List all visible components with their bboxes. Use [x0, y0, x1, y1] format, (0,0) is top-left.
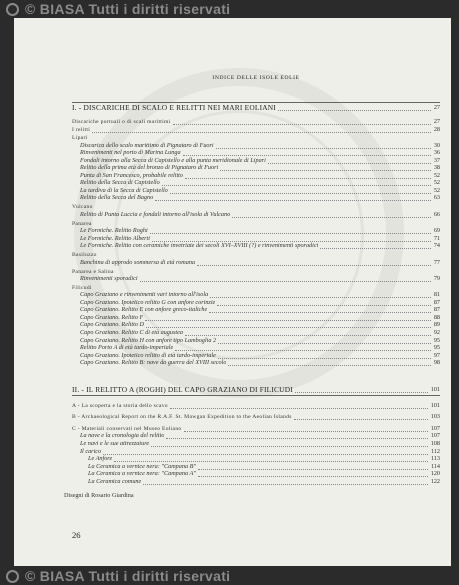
toc-entry-title: Capo Graziano. Ipotetico relitto G con anfore corinzie: [80, 299, 216, 306]
copyright-icon: [6, 3, 19, 16]
leader-dots: [151, 446, 428, 447]
toc-entry-title: Vulcano: [72, 204, 93, 210]
toc-entry-page: 88: [433, 314, 440, 321]
leader-dots: [146, 327, 431, 328]
toc-entry-page: 52: [433, 172, 440, 179]
toc-entry: [72, 470, 440, 478]
toc-entry-title: I relitti: [72, 127, 91, 133]
toc-entry-title: Discariche portuali o di scali marittimi: [72, 119, 171, 125]
toc-entry-title: Rinvenimenti sporadici: [80, 275, 138, 282]
toc-entry-page: 79: [433, 275, 440, 282]
toc-entry-title: Il carico: [80, 448, 102, 455]
toc-entry: [72, 413, 440, 421]
toc-entry-page: 112: [430, 448, 440, 455]
toc-entry: [72, 251, 440, 259]
toc-entry-title: La Ceramica a vernice nera: "Campana B": [88, 463, 196, 470]
leader-dots: [170, 408, 428, 409]
toc-entry-title: Le Anfore: [88, 455, 113, 462]
toc-entry-page: 107: [430, 425, 440, 432]
toc-entry-page: 101: [430, 386, 440, 393]
toc-entry-title: La Ceramica comune: [88, 478, 142, 485]
toc-entry-page: 101: [430, 402, 440, 409]
toc-entry-title: Capo Graziano. Relitto B: nave da guerra del XVIII secolo: [80, 359, 227, 366]
section-rule: [72, 102, 440, 103]
toc-entry-title: Capo Graziano e rinvenimenti vari intorno all'isola: [80, 291, 209, 298]
toc-entry-page: 92: [433, 329, 440, 336]
toc-entry-page: 87: [433, 306, 440, 313]
toc-entry: [72, 275, 440, 283]
toc-entry-title: La tardiva di la Secca di Capistello: [80, 187, 168, 194]
toc-entry: [72, 227, 440, 235]
toc-entry-page: 87: [433, 299, 440, 306]
toc-entry-page: 77: [433, 259, 440, 266]
toc-entry-page: 27: [433, 118, 440, 125]
toc-entry-page: 95: [433, 344, 440, 351]
toc-entry-page: 52: [433, 187, 440, 194]
toc-entry: [64, 492, 440, 500]
toc-entry-title: B - Archaeological Report on the R.A.F. St. Mawgan Expedition to the Aeolian Islands: [72, 414, 292, 420]
document-page: [14, 18, 451, 566]
leader-dots: [295, 392, 428, 393]
toc-entry: [72, 149, 440, 157]
toc-entry-page: 108: [430, 440, 440, 447]
page-title: INDICE DELLE ISOLE EOLIE: [212, 75, 300, 81]
leader-dots: [198, 476, 428, 477]
toc-entry: [72, 203, 440, 211]
toc-entry: [72, 386, 440, 394]
toc-entry-page: 98: [433, 359, 440, 366]
toc-entry-title: Relitto Porto A di età tardo-imperiale: [80, 344, 174, 351]
toc-entry: [72, 126, 440, 134]
toc-entry-title: C - Materiali conservati nel Museo Eoliano: [72, 426, 182, 432]
toc-entry: [72, 455, 440, 463]
toc-entry-title: Le navi e le sue attrezzature: [80, 440, 150, 447]
toc-entry: [72, 194, 440, 202]
toc-entry: [72, 432, 440, 440]
toc-entry-page: 28: [433, 126, 440, 133]
section-rule: [72, 395, 440, 396]
toc-entry-title: Fondali intorno alla Secca di Capistello e alla punta meridionale di Lipari: [80, 157, 266, 164]
toc-entry-page: 27: [433, 104, 440, 111]
toc-entry-title: Punta di San Francesco, probabile relitto: [80, 172, 183, 179]
leader-dots: [183, 155, 431, 156]
leader-dots: [114, 461, 428, 462]
toc-entry-title: Le Formiche. Relitto con ceramiche invetriate dei secoli XVI–XVIII (?) e rinvenimenti sporadici: [80, 242, 319, 249]
toc-entry-page: 66: [433, 211, 440, 218]
toc-entry: [72, 104, 440, 112]
toc-entry-page: 37: [433, 157, 440, 164]
toc-entry-title: Capo Graziano. Relitto D: [80, 321, 144, 328]
toc-entry-title: Le Formiche. Relitto Alberti: [80, 235, 150, 242]
toc-entry: [72, 329, 440, 337]
toc-entry-title: Capo Graziano. Relitto H con anfore tipo Lamboglia 2: [80, 337, 217, 344]
page-number: 26: [72, 530, 81, 540]
copyright-icon: [6, 570, 19, 583]
toc-entry-title: Le Formiche. Relitto Roghi: [80, 227, 148, 234]
toc-entry: [72, 402, 440, 410]
toc-entry-page: 71: [433, 235, 440, 242]
leader-dots: [232, 217, 431, 218]
leader-dots: [185, 335, 431, 336]
toc-entry-title: Filicudi: [72, 285, 92, 291]
leader-dots: [210, 297, 431, 298]
leader-dots: [155, 200, 431, 201]
toc-entry-title: A - La scoperta e la storia dello scavo: [72, 403, 168, 409]
leader-dots: [278, 110, 431, 111]
toc-entry: [72, 478, 440, 486]
toc-entry: [72, 242, 440, 250]
toc-entry-page: 81: [433, 291, 440, 298]
toc-entry-page: 69: [433, 227, 440, 234]
toc-entry: [72, 344, 440, 352]
toc-entry-title: Capo Graziano. Relitto C di età augustea: [80, 329, 183, 336]
toc-entry: [72, 440, 440, 448]
toc-entry-title: Relitto di Punta Luccia e fondali intorno all'isola di Vulcano: [80, 211, 231, 218]
toc-entry-title: Panarea e Salina: [72, 269, 114, 275]
toc-entry-page: 95: [433, 337, 440, 344]
toc-entry-title: Relitto della Secca di Capistello: [80, 179, 160, 186]
toc-entry-page: 36: [433, 149, 440, 156]
leader-dots: [150, 233, 431, 234]
toc-entry-title: Capo Graziano. Relitto E con anfore greco-italiche: [80, 306, 208, 313]
toc-entry-page: 52: [433, 179, 440, 186]
toc-entry-page: 107: [430, 432, 440, 439]
toc-entry: [72, 134, 440, 142]
toc-entry-title: Rinvenimenti nel porto di Marina Lunga: [80, 149, 181, 156]
toc-entry: [72, 321, 440, 329]
toc-entry-title: Capo Graziano. Relitto F: [80, 314, 144, 321]
toc-entry-page: 122: [430, 478, 440, 485]
leader-dots: [175, 350, 431, 351]
toc-entry-page: 114: [430, 463, 440, 470]
toc-entry: [72, 291, 440, 299]
toc-entry-title: Disegni di Rosario Giardina: [64, 492, 134, 499]
leader-dots: [92, 132, 431, 133]
toc-entry-title: Lipari: [72, 135, 88, 141]
toc-entry-page: 113: [430, 455, 440, 462]
toc-entry: [72, 118, 440, 126]
toc-entry-title: I. - DISCARICHE DI SCALO E RELITTI NEI MARI EOLIANI: [72, 104, 276, 112]
leader-dots: [140, 281, 431, 282]
toc-entry-page: 74: [433, 242, 440, 249]
toc-entry-title: Banchina di approdo sommersa di età romana: [80, 259, 196, 266]
toc-entry-title: Basiluzzo: [72, 252, 97, 258]
leader-dots: [173, 124, 431, 125]
leader-dots: [220, 170, 431, 171]
toc-entry-title: Discarica dello scalo marittimo di Pignataro di Fuori: [80, 142, 214, 149]
toc-entry-page: 89: [433, 321, 440, 328]
toc-entry: [72, 211, 440, 219]
toc-entry-title: La nave e la cronologia del relitto: [80, 432, 165, 439]
toc-entry-title: Relitto della Secca del Bagno: [80, 194, 154, 201]
toc-entry: [72, 306, 440, 314]
toc-entry-page: 38: [433, 164, 440, 171]
toc-entry: [72, 359, 440, 367]
leader-dots: [228, 365, 431, 366]
leader-dots: [162, 185, 431, 186]
toc-entry-page: 30: [433, 142, 440, 149]
toc-entry: [72, 164, 440, 172]
toc-entry-page: 63: [433, 194, 440, 201]
watermark-text: © BIASA Tutti i diritti riservati: [25, 568, 231, 584]
toc-entry: [72, 179, 440, 187]
leader-dots: [320, 248, 431, 249]
copyright-watermark-bottom: [0, 567, 459, 585]
toc-entry-page: 97: [433, 352, 440, 359]
copyright-watermark-top: [0, 0, 459, 18]
toc-entry-title: II. - IL RELITTO A (ROGHI) DEL CAPO GRAZIANO DI FILICUDI: [72, 386, 293, 394]
toc-entry-title: Relitto della prima età del bronzo di Pignataro di Fuori: [80, 164, 219, 171]
toc-entry-page: 120: [430, 470, 440, 477]
leader-dots: [143, 484, 428, 485]
toc-entry-page: 103: [430, 413, 440, 420]
leader-dots: [209, 312, 431, 313]
leader-dots: [294, 419, 428, 420]
watermark-text: © BIASA Tutti i diritti riservati: [25, 1, 231, 17]
leader-dots: [197, 265, 431, 266]
toc-entry: [72, 259, 440, 267]
toc-entry-title: La Ceramica a vernice nera: "Campana A": [88, 470, 196, 477]
toc-entry-title: Capo Graziano. Ipotetico relitto di età tardo-imperiale: [80, 352, 216, 359]
leader-dots: [166, 438, 428, 439]
toc-entry-title: Panarea: [72, 221, 92, 227]
